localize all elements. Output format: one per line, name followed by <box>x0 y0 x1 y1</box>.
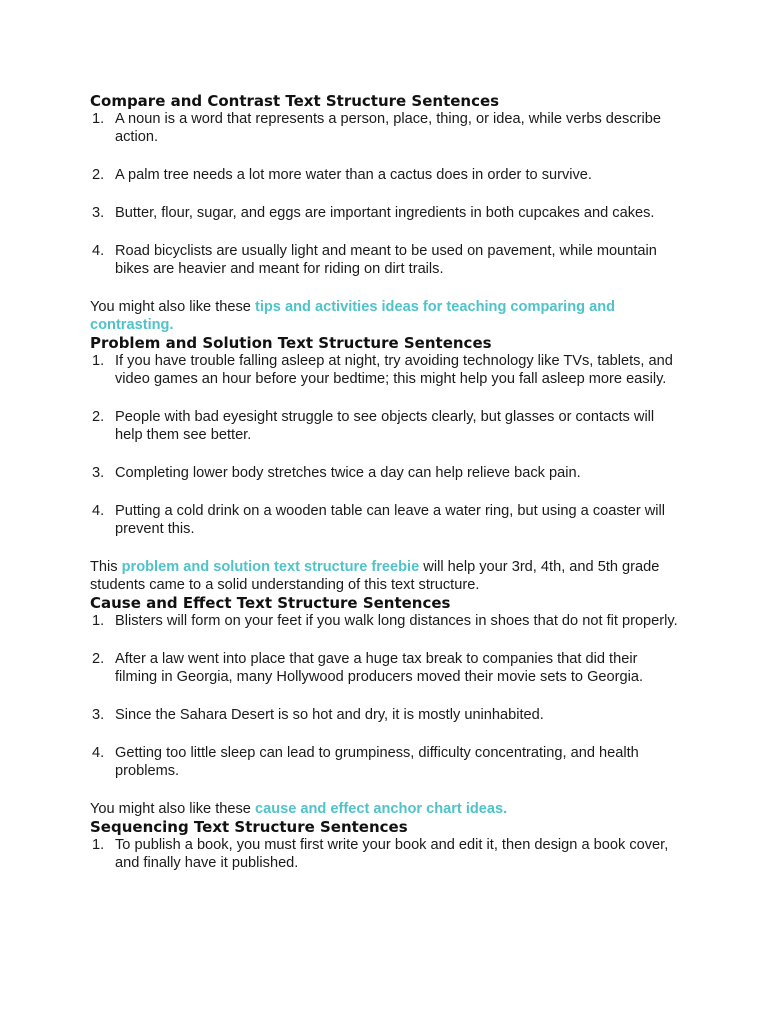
note-text: This <box>90 559 122 575</box>
item-text: To publish a book, you must first write your book and edit it, then design a book cover, and finally have it published. <box>115 837 669 871</box>
list-item <box>90 166 680 184</box>
item-text: A noun is a word that represents a person, place, thing, or idea, while verbs describe action. <box>115 111 661 145</box>
item-text: People with bad eyesight struggle to see objects clearly, but glasses or contacts will help them see better. <box>115 409 655 443</box>
sentence-list <box>90 612 680 780</box>
list-item <box>90 612 680 630</box>
list-item <box>90 242 680 278</box>
item-number: 3. <box>92 465 105 481</box>
sequencing-section <box>90 818 680 872</box>
list-item <box>90 502 680 538</box>
sentence-list <box>90 352 680 538</box>
section-heading: Problem and Solution Text Structure Sentences <box>90 334 492 352</box>
problem-solution-section <box>90 334 680 594</box>
note-paragraph <box>90 558 680 594</box>
item-text: Getting too little sleep can lead to grumpiness, difficulty concentrating, and health problems. <box>115 745 639 779</box>
item-text: Butter, flour, sugar, and eggs are important ingredients in both cupcakes and cakes. <box>115 205 655 221</box>
item-text: Putting a cold drink on a wooden table can leave a water ring, but using a coaster will prevent this. <box>115 503 666 537</box>
item-text: Road bicyclists are usually light and meant to be used on pavement, while mountain bikes are heavier and meant for riding on dirt trails. <box>115 243 657 277</box>
item-number: 2. <box>92 167 105 183</box>
list-item <box>90 706 680 724</box>
list-item <box>90 464 680 482</box>
sentence-list <box>90 110 680 278</box>
list-item <box>90 408 680 444</box>
list-item <box>90 744 680 780</box>
section-heading: Sequencing Text Structure Sentences <box>90 818 408 836</box>
note-text: will help your 3rd, 4th, and 5th grade students came to a solid understanding of this text structure. <box>90 559 660 593</box>
item-number: 1. <box>92 353 105 369</box>
item-number: 4. <box>92 745 105 761</box>
item-text: Blisters will form on your feet if you walk long distances in shoes that do not fit properly. <box>115 613 678 629</box>
item-text: Since the Sahara Desert is so hot and dry, it is mostly uninhabited. <box>115 707 544 723</box>
note-text: You might also like these <box>90 299 255 315</box>
item-number: 1. <box>92 613 105 629</box>
document-page <box>90 92 680 872</box>
list-item <box>90 204 680 222</box>
item-text: A palm tree needs a lot more water than a cactus does in order to survive. <box>115 167 592 183</box>
sentence-list <box>90 836 680 872</box>
item-text: After a law went into place that gave a huge tax break to companies that did their filming in Georgia, many Hollywood producers moved their movie sets to Georgia. <box>115 651 644 685</box>
list-item <box>90 110 680 146</box>
item-number: 3. <box>92 205 105 221</box>
cause-effect-anchor-chart-link[interactable]: cause and effect anchor chart ideas. <box>254 801 508 817</box>
compare-contrast-tips-link[interactable]: tips and activities ideas for teaching comparing and contrasting. <box>90 299 616 333</box>
list-item <box>90 650 680 686</box>
compare-contrast-section <box>90 92 680 334</box>
note-paragraph <box>90 800 680 818</box>
item-number: 1. <box>92 837 105 853</box>
section-heading: Compare and Contrast Text Structure Sentences <box>90 92 500 110</box>
list-item <box>90 352 680 388</box>
cause-effect-section <box>90 594 680 818</box>
item-number: 2. <box>92 409 105 425</box>
item-number: 4. <box>92 243 105 259</box>
list-item <box>90 836 680 872</box>
note-text: You might also like these <box>90 801 255 817</box>
problem-solution-freebie-link[interactable]: problem and solution text structure freebie <box>121 559 420 575</box>
item-text: Completing lower body stretches twice a day can help relieve back pain. <box>115 465 581 481</box>
note-paragraph <box>90 298 680 334</box>
item-number: 2. <box>92 651 105 667</box>
item-number: 3. <box>92 707 105 723</box>
section-heading: Cause and Effect Text Structure Sentences <box>90 594 451 612</box>
item-number: 4. <box>92 503 105 519</box>
item-number: 1. <box>92 111 105 127</box>
item-text: If you have trouble falling asleep at night, try avoiding technology like TVs, tablets, and video games an hour before your bedtime; this might help you fall asleep more easily. <box>115 353 673 387</box>
